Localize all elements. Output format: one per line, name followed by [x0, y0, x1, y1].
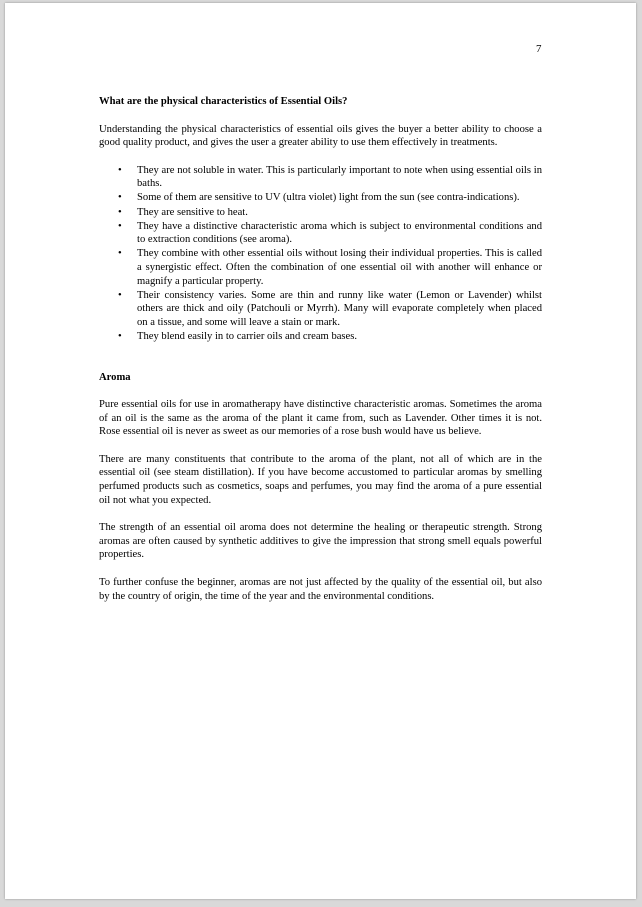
- aroma-paragraph: There are many constituents that contribute to the aroma of the plant, not all of which are in the essential oil (see steam distillation). If you have become accustomed to particular aromas by smelling perfumed products such as cosmetics, soaps and perfumes, you may find the aroma of a pure essential oil not what you expected.: [99, 453, 542, 506]
- list-item: [99, 289, 542, 330]
- list-item-text: Their consistency varies. Some are thin and runny like water (Lemon or Lavender) whilst others are thick and oily (Patchouli or Myrrh). Many will evaporate completely when placed on a tissue, and some will leave a stain or mark.: [137, 289, 542, 328]
- characteristics-list: [99, 164, 542, 344]
- bullet-icon: •: [118, 192, 122, 204]
- list-item-text: They have a distinctive characteristic aroma which is subject to environmental conditions and to extraction conditions (see aroma).: [137, 220, 542, 246]
- list-item: [99, 164, 542, 191]
- aroma-paragraph: Pure essential oils for use in aromatherapy have distinctive characteristic aromas. Sometimes the aroma of an oil is the same as the aroma of the plant it came from, such as Lavender. Other times it is not. Rose essential oil is never as sweet as our memories of a rose bush would have us believe.: [99, 399, 542, 438]
- page-number: 7: [536, 43, 542, 55]
- list-item-text: They blend easily in to carrier oils and cream bases.: [137, 330, 358, 342]
- list-item-text: They combine with other essential oils without losing their individual properties. This is called a synergistic effect. Often the combination of one essential oil with another will enhance or magnify a particular property.: [137, 248, 542, 287]
- list-item-text: They are sensitive to heat.: [137, 206, 248, 218]
- intro-paragraph: Understanding the physical characteristics of essential oils gives the buyer a better ability to choose a good quality product, and gives the user a greater ability to use them effectively in treatments.: [99, 123, 542, 149]
- aroma-paragraph: To further confuse the beginner, aromas are not just affected by the quality of the essential oil, but also by the country of origin, the time of the year and the environmental conditions.: [99, 577, 542, 602]
- list-item: [99, 247, 542, 288]
- list-item: [99, 206, 542, 220]
- page-content: [99, 95, 542, 603]
- bullet-icon: •: [118, 289, 122, 301]
- list-item-text: Some of them are sensitive to UV (ultra violet) light from the sun (see contra-indications).: [137, 192, 520, 204]
- bullet-icon: •: [118, 164, 122, 176]
- section-heading-physical-characteristics: What are the physical characteristics of Essential Oils?: [99, 96, 348, 107]
- document-page: [5, 3, 636, 899]
- list-item: [99, 220, 542, 247]
- bullet-icon: •: [118, 206, 122, 218]
- list-item: [99, 330, 542, 344]
- list-item: [99, 191, 542, 205]
- bullet-icon: •: [118, 248, 122, 260]
- bullet-icon: •: [118, 330, 122, 342]
- list-item-text: They are not soluble in water. This is particularly important to note when using essential oils in baths.: [137, 164, 542, 190]
- aroma-paragraph: The strength of an essential oil aroma does not determine the healing or therapeutic strength. Strong aromas are often caused by synthetic additives to give the impression that strong smell equals powerful properties.: [99, 522, 542, 561]
- section-heading-aroma: Aroma: [99, 371, 131, 383]
- bullet-icon: •: [118, 220, 122, 232]
